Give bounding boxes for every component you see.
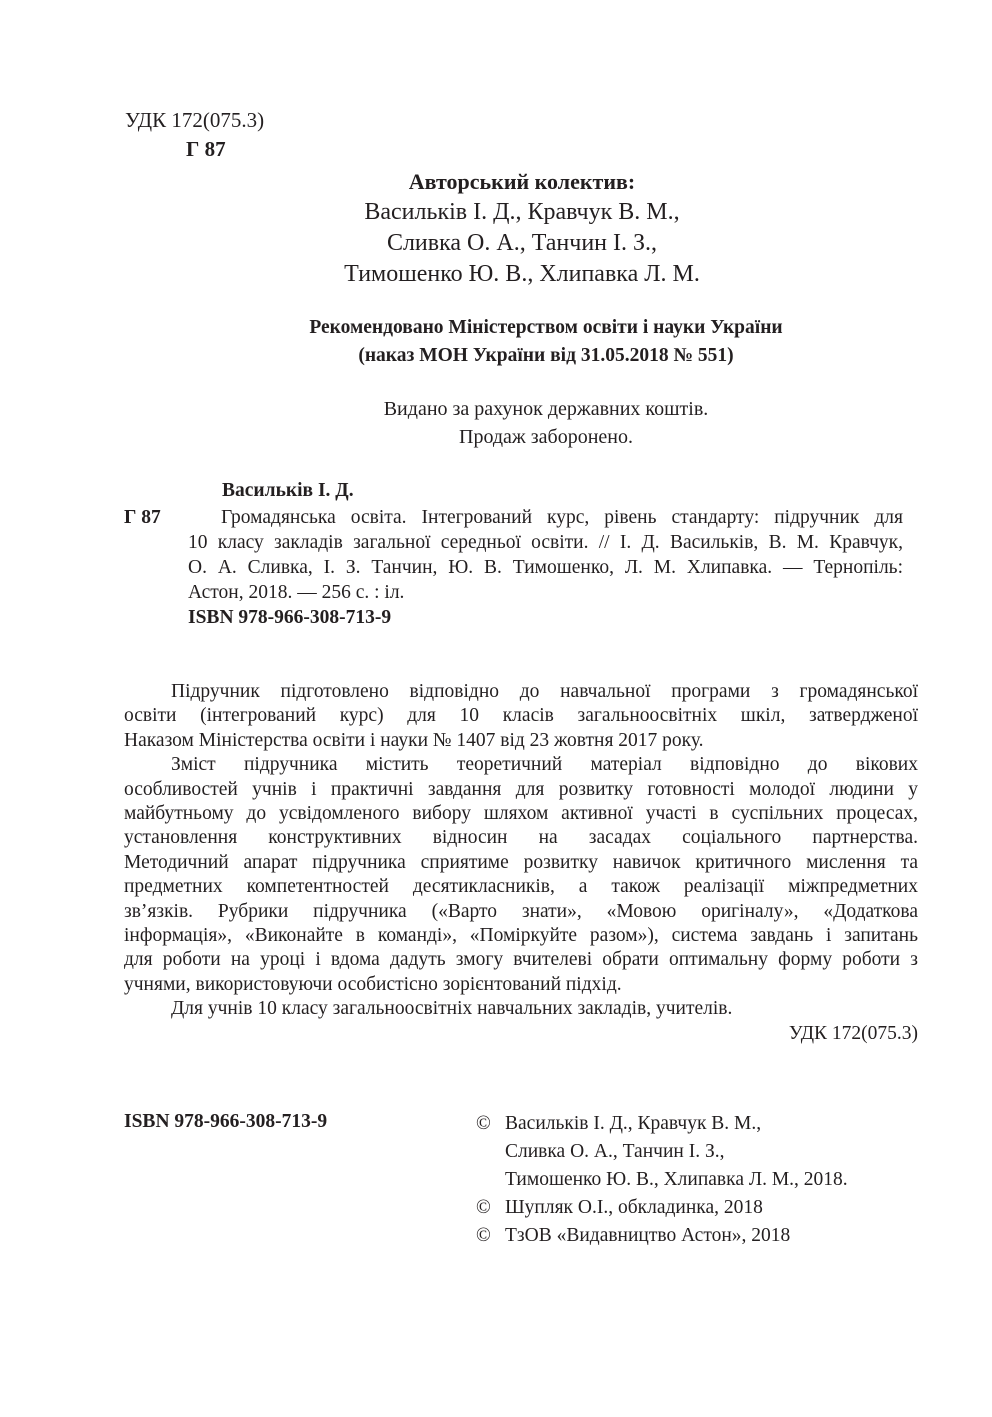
catalog-line: Астон, 2018. — 256 с. : іл. bbox=[188, 582, 405, 603]
recommendation-line: Рекомендовано Міністерством освіти і науки України bbox=[309, 317, 783, 338]
copyright-icon: © bbox=[476, 1113, 491, 1134]
catalog-isbn: ISBN 978-966-308-713-9 bbox=[188, 607, 392, 628]
funding-line: Продаж заборонено. bbox=[459, 426, 633, 448]
annotation-line: особливостей учнів і практичні завдання для розвитку готовності молодої людини у bbox=[124, 778, 918, 800]
annotation-line: інформація», «Виконайте в команді», «Поміркуйте разом»), система завдань і запитань bbox=[124, 925, 918, 947]
copyright-line: ТзОВ «Видавництво Астон», 2018 bbox=[505, 1225, 791, 1246]
copyright-block bbox=[476, 1110, 848, 1250]
annotation-line: Методичний апарат підручника сприятиме розвитку навичок критичного мислення та bbox=[124, 851, 918, 873]
annotation bbox=[124, 680, 918, 1046]
annotation-line: майбутньому до усвідомленого вибору шляхом активної участі в суспільних процесах, bbox=[124, 803, 918, 825]
annotation-line: для роботи на уроці і вдома дадуть змогу вчителеві обрати оптимальну форму роботи з bbox=[124, 949, 918, 971]
copyright-line: Сливка О. А., Танчин І. З., bbox=[505, 1141, 725, 1162]
annotation-line: установлення конструктивних відносин на засадах соціального партнерства. bbox=[124, 827, 918, 849]
annotation-line: Для учнів 10 класу загальноосвітніх навчальних закладів, учителів. bbox=[171, 998, 733, 1020]
annotation-line: Зміст підручника містить теоретичний матеріал відповідно до вікових bbox=[171, 754, 918, 776]
annotation-line: зв’язків. Рубрики підручника («Варто знати», «Мовою оригіналу», «Додаткова bbox=[124, 900, 918, 922]
author-sign-code: Г 87 bbox=[186, 137, 226, 161]
copyright-line: Тимошенко Ю. В., Хлипавка Л. М., 2018. bbox=[505, 1169, 848, 1190]
annotation-line: предметних компетентностей десятикласників, а також реалізації міжпредметних bbox=[124, 876, 918, 898]
catalog-code: Г 87 bbox=[124, 507, 161, 528]
funding-note bbox=[250, 395, 842, 451]
copyright-icon: © bbox=[476, 1225, 491, 1246]
udk-index: УДК 172(075.3) bbox=[125, 108, 265, 132]
annotation-line: учнями, використовуючи особистісно зорієнтований підхід. bbox=[124, 973, 622, 995]
copyright-entry bbox=[476, 1222, 848, 1250]
annotation-line: освіти (інтегрований курс) для 10 класів загальноосвітніх шкіл, затвердженої bbox=[124, 705, 918, 727]
authors-line: Сливка О. А., Танчин І. З., bbox=[386, 230, 658, 256]
isbn: ISBN 978-966-308-713-9 bbox=[124, 1111, 328, 1132]
authors-heading: Авторський колектив: bbox=[408, 169, 636, 194]
authors-block bbox=[290, 167, 754, 290]
catalog-line: О. А. Сливка, І. З. Танчин, Ю. В. Тимошенко, Л. М. Хлипавка. — Тернопіль: bbox=[188, 557, 903, 578]
catalog-author: Васильків І. Д. bbox=[222, 480, 354, 501]
annotation-line: Наказом Міністерства освіти і науки № 1407 від 23 жовтня 2017 року. bbox=[124, 729, 704, 751]
annotation-line: Підручник підготовлено відповідно до навчальної програми з громадянської bbox=[171, 681, 918, 702]
copyright-line: Васильків І. Д., Кравчук В. М., bbox=[505, 1113, 762, 1134]
funding-line: Видано за рахунок державних коштів. bbox=[383, 398, 709, 420]
annotation-udk: УДК 172(075.3) bbox=[788, 1022, 918, 1044]
copyright-icon: © bbox=[476, 1197, 491, 1218]
catalog-line: 10 класу закладів загальної середньої освіти. // І. Д. Васильків, В. М. Кравчук, bbox=[188, 532, 903, 553]
copyright-entry bbox=[476, 1194, 848, 1222]
recommendation-line: (наказ МОН України від 31.05.2018 № 551) bbox=[358, 345, 734, 366]
authors-line: Васильків І. Д., Кравчук В. М., bbox=[364, 199, 680, 225]
copyright-entry bbox=[476, 1110, 848, 1194]
copyright-line: Шупляк О.І., обкладинка, 2018 bbox=[505, 1197, 763, 1218]
catalog-entry bbox=[188, 505, 903, 630]
authors-line: Тимошенко Ю. В., Хлипавка Л. М. bbox=[344, 261, 700, 287]
catalog-line: Громадянська освіта. Інтегрований курс, рівень стандарту: підручник для bbox=[221, 507, 903, 528]
ministry-recommendation bbox=[150, 314, 942, 370]
